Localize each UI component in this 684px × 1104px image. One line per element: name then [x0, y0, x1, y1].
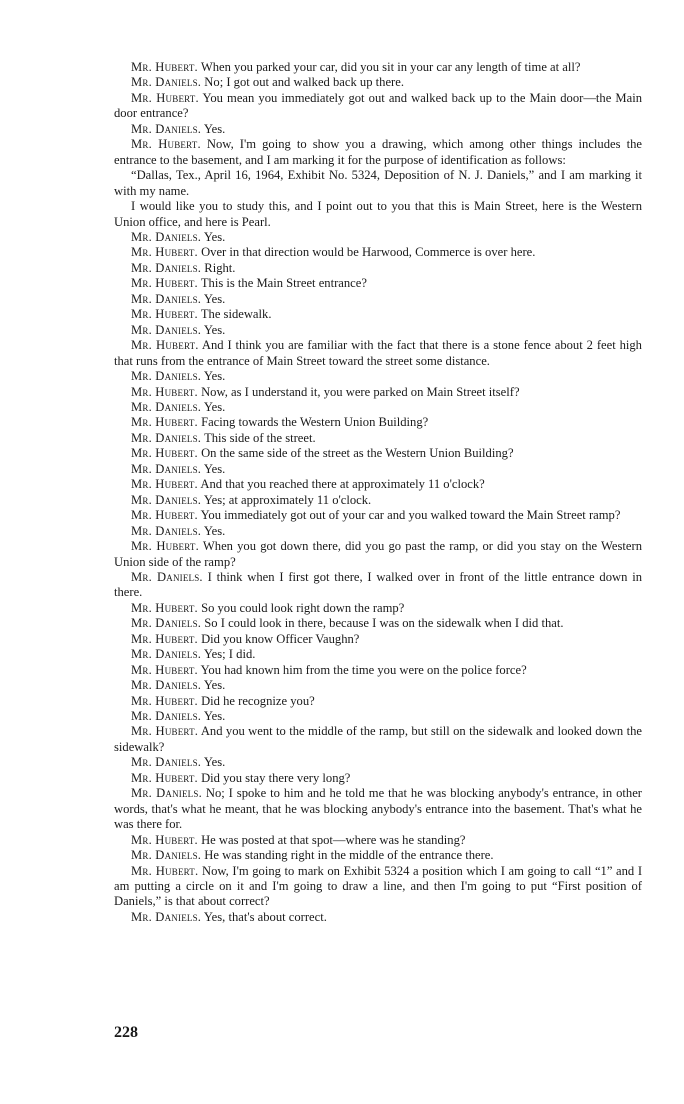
- speaker-label: Mr. Hubert.: [131, 90, 199, 105]
- transcript-paragraph: [114, 493, 642, 508]
- utterance-text: Yes.: [203, 399, 226, 414]
- speaker-label: Mr. Hubert.: [131, 770, 198, 785]
- speaker-label: Mr. Daniels.: [131, 678, 202, 693]
- utterance-text: Yes.: [203, 461, 226, 476]
- transcript-paragraph: [114, 137, 642, 168]
- utterance-text: Yes, that's about correct.: [203, 909, 327, 924]
- utterance-text: Yes.: [203, 291, 226, 306]
- speaker-label: Mr. Daniels.: [131, 322, 202, 337]
- utterance-text: Facing towards the Western Union Building?: [201, 415, 429, 430]
- transcript-paragraph: [114, 663, 642, 678]
- transcript-paragraph: [114, 848, 642, 863]
- speaker-label: Mr. Daniels.: [131, 647, 202, 662]
- utterance-text: Yes.: [203, 709, 226, 724]
- utterance-text: No; I spoke to him and he told me that he was blocking anybody's entrance, in other words, that's what he meant, that he was blocking anybody's entrance into the basement. That's what he was there for.: [114, 786, 643, 832]
- transcript-paragraph: [114, 771, 642, 786]
- speaker-label: Mr. Hubert.: [131, 477, 198, 492]
- speaker-label: Mr. Hubert.: [131, 631, 198, 646]
- transcript-paragraph: [114, 276, 642, 291]
- utterance-text: Yes.: [203, 369, 226, 384]
- transcript-paragraph: [114, 508, 642, 523]
- transcript-paragraph: [114, 245, 642, 260]
- utterance-text: Yes; at approximately 11 o'clock.: [203, 492, 372, 507]
- transcript-paragraph: [114, 230, 642, 245]
- utterance-text: Yes.: [203, 755, 226, 770]
- speaker-label: Mr. Hubert.: [131, 693, 198, 708]
- speaker-label: Mr. Hubert.: [131, 338, 199, 353]
- transcript-paragraph: [114, 307, 642, 322]
- transcript-paragraph: [114, 709, 642, 724]
- utterance-text: So I could look in there, because I was on the sidewalk when I did that.: [204, 616, 564, 631]
- transcript-paragraph: [114, 415, 642, 430]
- transcript-paragraph: [114, 570, 642, 601]
- transcript-paragraph: [114, 632, 642, 647]
- speaker-label: Mr. Daniels.: [131, 291, 202, 306]
- utterance-text: Yes.: [203, 121, 226, 136]
- transcript-paragraph: [114, 647, 642, 662]
- transcript-paragraph: [114, 431, 642, 446]
- transcript-paragraph: [114, 539, 642, 570]
- utterance-text: This side of the street.: [204, 430, 316, 445]
- speaker-label: Mr. Daniels.: [131, 909, 202, 924]
- speaker-label: Mr. Hubert.: [131, 446, 198, 461]
- utterance-text: Yes.: [203, 678, 226, 693]
- transcript-body: [114, 60, 642, 925]
- utterance-text: On the same side of the street as the Western Union Building?: [201, 446, 514, 461]
- transcript-paragraph: [114, 261, 642, 276]
- transcript-paragraph: [114, 694, 642, 709]
- utterance-text: You mean you immediately got out and walked back up to the Main door—the Main door entrance?: [114, 90, 642, 121]
- speaker-label: Mr. Hubert.: [131, 832, 198, 847]
- utterance-text: The sidewalk.: [200, 307, 272, 322]
- speaker-label: Mr. Daniels.: [131, 260, 202, 275]
- speaker-label: Mr. Daniels.: [131, 848, 202, 863]
- speaker-label: Mr. Hubert.: [131, 662, 198, 677]
- speaker-label: Mr. Daniels.: [131, 569, 203, 584]
- speaker-label: Mr. Hubert.: [131, 307, 198, 322]
- transcript-paragraph: [114, 755, 642, 770]
- speaker-label: Mr. Hubert.: [131, 384, 198, 399]
- utterance-text: And you went to the middle of the ramp, but still on the sidewalk and looked down the sidewalk?: [114, 724, 642, 754]
- speaker-label: Mr. Hubert.: [131, 60, 198, 74]
- speaker-label: Mr. Daniels.: [131, 786, 202, 801]
- utterance-text: Did you stay there very long?: [201, 770, 351, 785]
- transcript-paragraph: [114, 369, 642, 384]
- utterance-text: When you got down there, did you go past the ramp, or did you stay on the Western Union side of the ramp?: [114, 539, 642, 569]
- speaker-label: Mr. Daniels.: [131, 755, 202, 770]
- utterance-text: No; I got out and walked back up there.: [204, 75, 404, 90]
- transcript-paragraph: [114, 477, 642, 492]
- utterance-text: So you could look right down the ramp?: [201, 600, 405, 615]
- speaker-label: Mr. Hubert.: [131, 600, 198, 615]
- speaker-label: Mr. Daniels.: [131, 461, 202, 476]
- transcript-paragraph: [114, 786, 642, 832]
- transcript-paragraph: [114, 524, 642, 539]
- transcript-paragraph: [114, 75, 642, 90]
- utterance-text: You immediately got out of your car and you walked toward the Main Street ramp?: [200, 508, 621, 523]
- transcript-paragraph: [114, 833, 642, 848]
- utterance-text: He was standing right in the middle of the entrance there.: [204, 848, 494, 863]
- utterance-text: I think when I first got there, I walked over in front of the little entrance down in there.: [114, 569, 642, 600]
- utterance-text: Did he recognize you?: [201, 693, 315, 708]
- speaker-label: Mr. Hubert.: [131, 245, 198, 260]
- speaker-label: Mr. Daniels.: [131, 75, 202, 90]
- utterance-text: “Dallas, Tex., April 16, 1964, Exhibit No. 5324, Deposition of N. J. Daniels,” and I am marking it with my name.: [114, 168, 642, 198]
- speaker-label: Mr. Daniels.: [131, 492, 202, 507]
- transcript-paragraph: [114, 462, 642, 477]
- transcript-paragraph: [114, 323, 642, 338]
- speaker-label: Mr. Daniels.: [131, 369, 202, 384]
- utterance-text: He was posted at that spot—where was he standing?: [201, 832, 466, 847]
- transcript-paragraph: [114, 168, 642, 199]
- transcript-paragraph: [114, 338, 642, 369]
- utterance-text: Now, as I understand it, you were parked on Main Street itself?: [201, 384, 520, 399]
- speaker-label: Mr. Daniels.: [131, 229, 202, 244]
- speaker-label: Mr. Hubert.: [131, 137, 201, 152]
- utterance-text: Yes.: [203, 322, 226, 337]
- speaker-label: Mr. Hubert.: [131, 539, 199, 554]
- transcript-paragraph: [114, 199, 642, 230]
- utterance-text: Yes.: [203, 229, 226, 244]
- utterance-text: Yes.: [203, 523, 226, 538]
- transcript-paragraph: [114, 446, 642, 461]
- transcript-paragraph: [114, 385, 642, 400]
- utterance-text: And I think you are familiar with the fact that there is a stone fence about 2 feet high that runs from the entrance of Main Street toward the street some distance.: [114, 338, 642, 368]
- utterance-text: This is the Main Street entrance?: [200, 276, 367, 291]
- transcript-paragraph: [114, 122, 642, 137]
- transcript-paragraph: [114, 601, 642, 616]
- utterance-text: Over in that direction would be Harwood, Commerce is over here.: [201, 245, 536, 260]
- transcript-paragraph: [114, 864, 642, 910]
- utterance-text: Now, I'm going to show you a drawing, which among other things includes the entrance to the basement, and I am marking it for the purpose of identification as follows:: [114, 137, 642, 167]
- page-number: 228: [114, 1024, 138, 1041]
- speaker-label: Mr. Daniels.: [131, 523, 202, 538]
- speaker-label: Mr. Daniels.: [131, 430, 202, 445]
- utterance-text: You had known him from the time you were on the police force?: [200, 662, 527, 677]
- utterance-text: Now, I'm going to mark on Exhibit 5324 a position which I am going to call “1” and I am putting a circle on it and I'm going to draw a line, and then I'm going to put “First position of Daniels,” is that about correct?: [114, 863, 643, 909]
- speaker-label: Mr. Daniels.: [131, 616, 202, 631]
- transcript-paragraph: [114, 400, 642, 415]
- utterance-text: Yes; I did.: [203, 647, 256, 662]
- utterance-text: When you parked your car, did you sit in your car any length of time at all?: [200, 60, 581, 74]
- transcript-paragraph: [114, 616, 642, 631]
- utterance-text: Did you know Officer Vaughn?: [201, 631, 360, 646]
- transcript-paragraph: [114, 292, 642, 307]
- speaker-label: Mr. Hubert.: [131, 415, 198, 430]
- transcript-paragraph: [114, 724, 642, 755]
- transcript-paragraph: [114, 60, 642, 75]
- speaker-label: Mr. Daniels.: [131, 709, 202, 724]
- speaker-label: Mr. Hubert.: [131, 276, 198, 291]
- utterance-text: And that you reached there at approximately 11 o'clock?: [200, 477, 485, 492]
- speaker-label: Mr. Hubert.: [131, 724, 199, 739]
- speaker-label: Mr. Hubert.: [131, 508, 198, 523]
- transcript-paragraph: [114, 91, 642, 122]
- utterance-text: Right.: [204, 260, 236, 275]
- speaker-label: Mr. Hubert.: [131, 863, 199, 878]
- utterance-text: I would like you to study this, and I point out to you that this is Main Street, here is the Western Union office, and here is Pearl.: [114, 199, 642, 229]
- transcript-paragraph: [114, 678, 642, 693]
- speaker-label: Mr. Daniels.: [131, 121, 202, 136]
- transcript-paragraph: [114, 910, 642, 925]
- speaker-label: Mr. Daniels.: [131, 399, 202, 414]
